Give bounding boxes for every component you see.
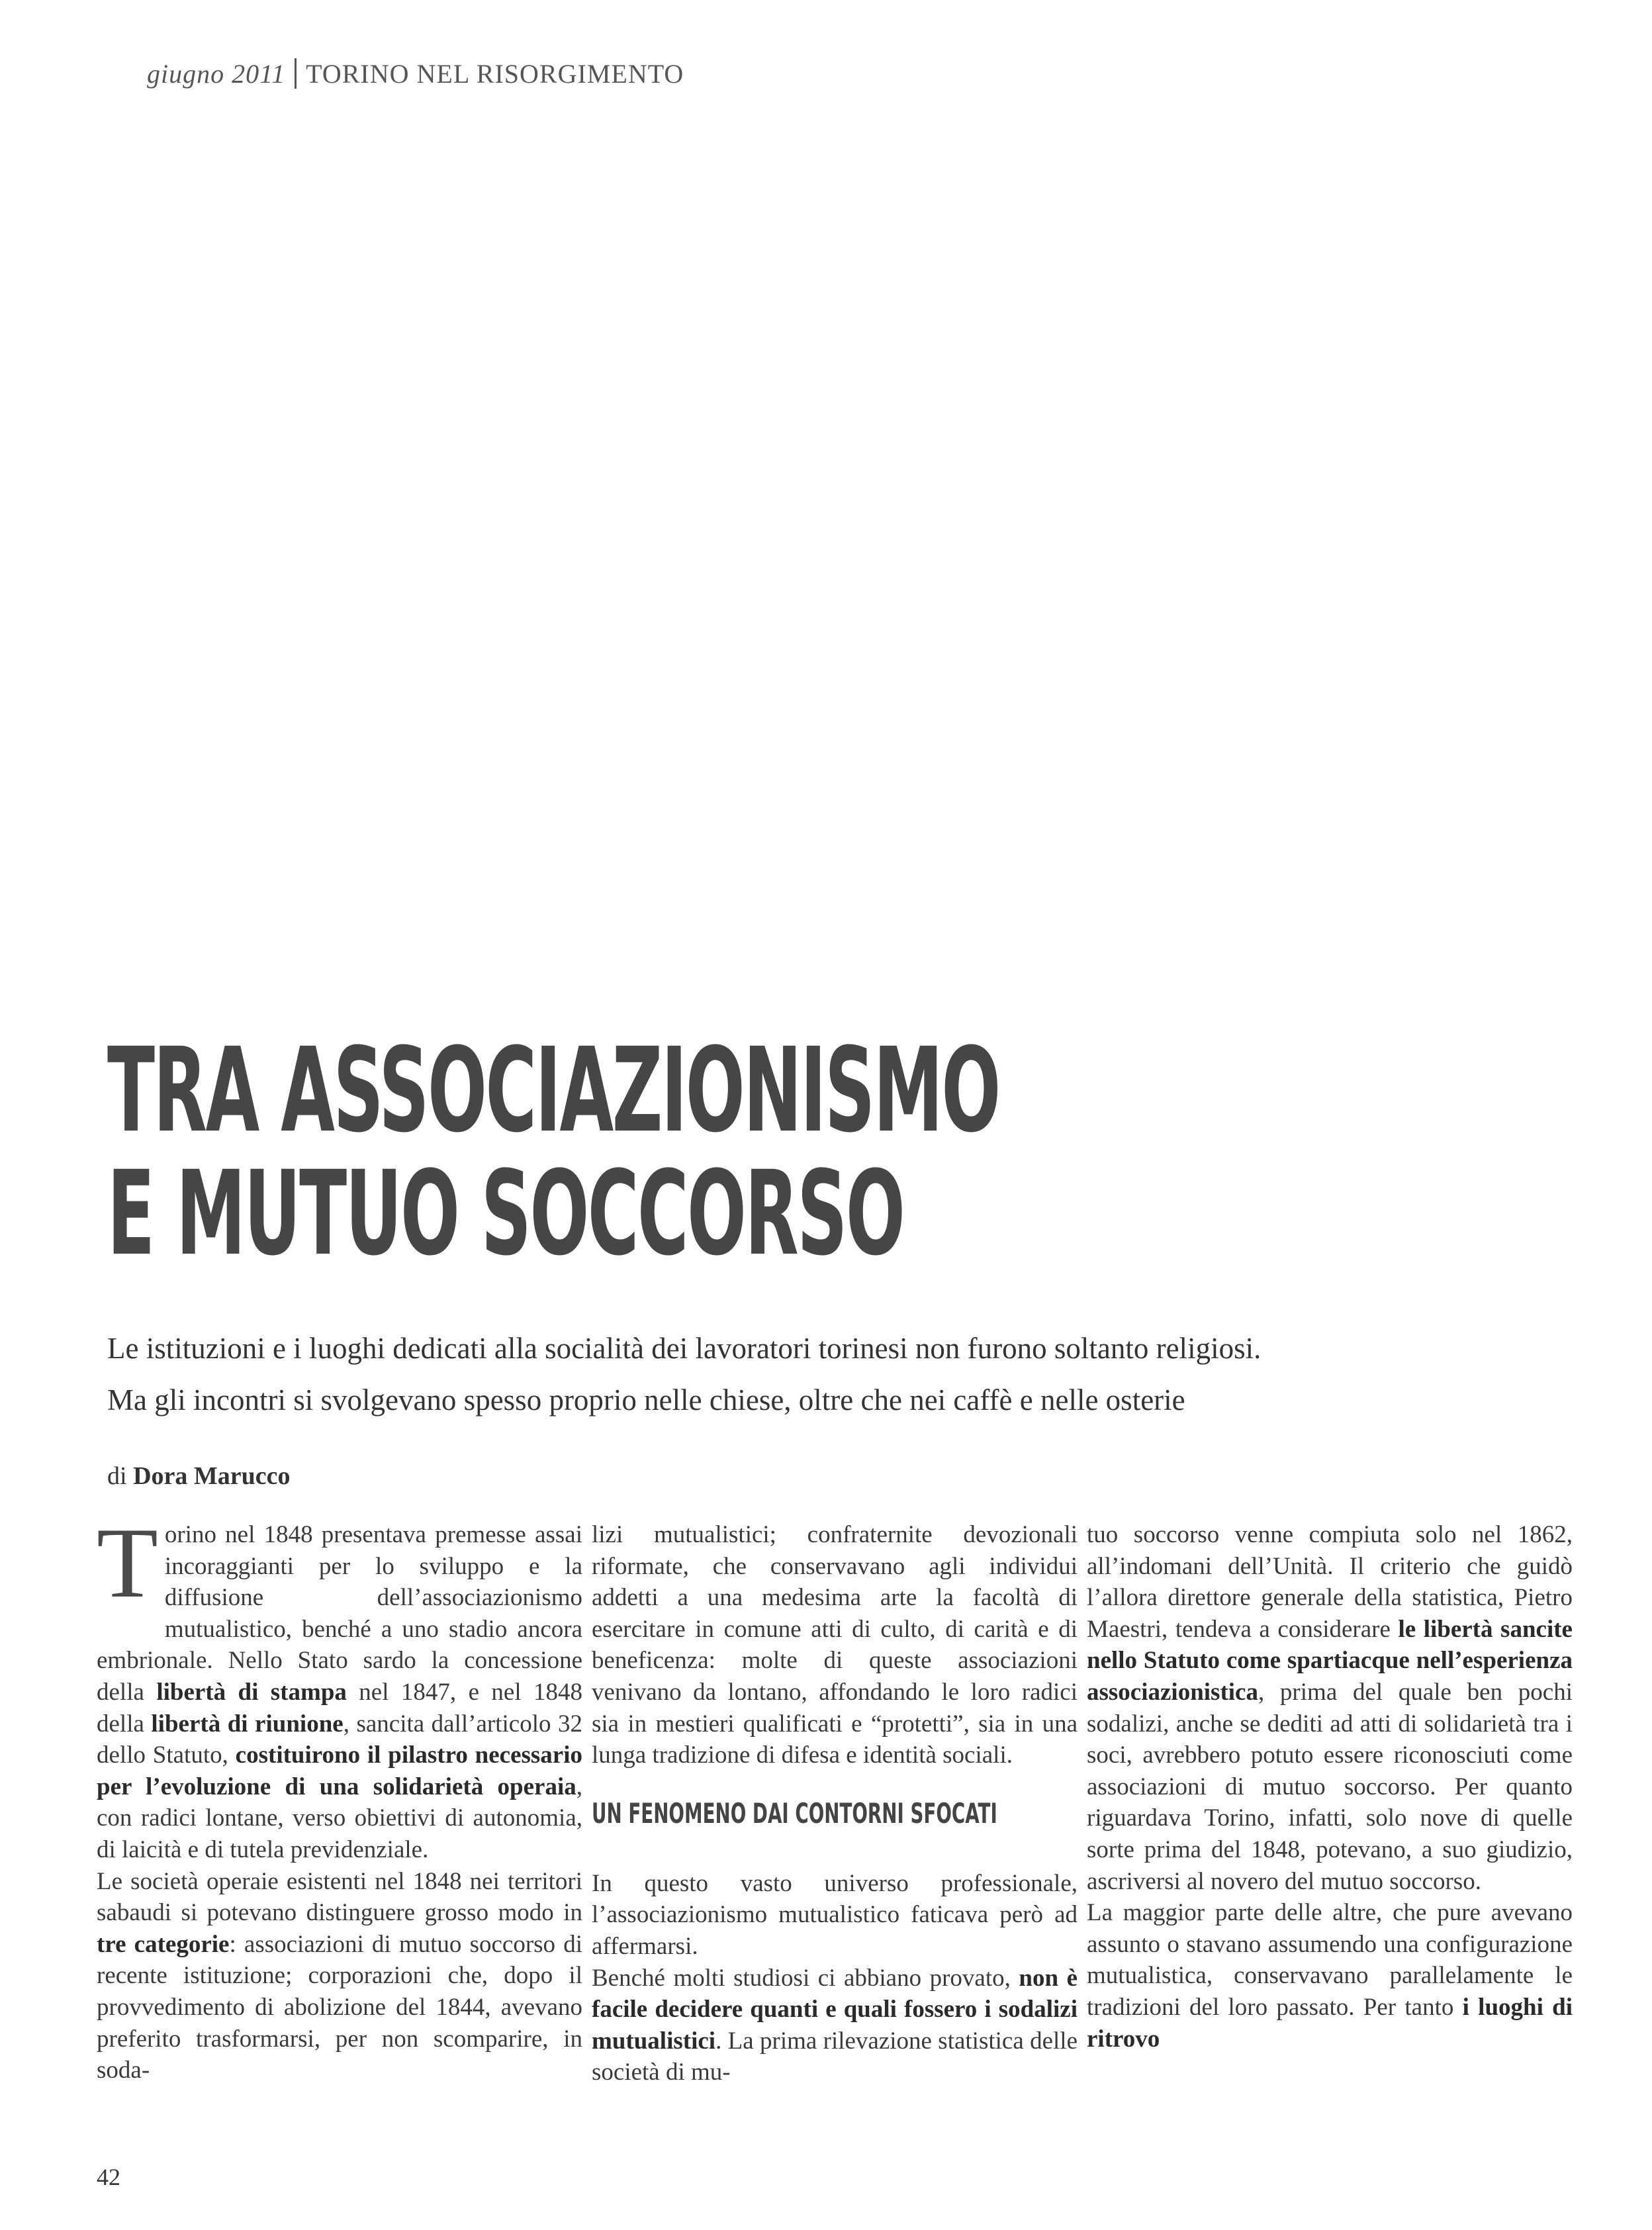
emphasis: tre categorie bbox=[97, 1930, 230, 1958]
body-column-3 bbox=[1087, 1519, 1573, 2055]
text-run: , sancita dall’articolo 32 dello Statuto, bbox=[97, 1710, 582, 1769]
header-divider bbox=[295, 58, 297, 89]
paragraph bbox=[1087, 1519, 1573, 1897]
page-number: 42 bbox=[97, 2164, 120, 2190]
body-column-1 bbox=[97, 1507, 583, 2086]
running-head bbox=[147, 58, 684, 89]
emphasis: libertà di stampa bbox=[156, 1678, 347, 1706]
text-run: tuo soccorso venne compiuta solo nel 1862, all’indomani dell’Unità. Il criterio che guidò l’allora direttore generale della statistica, Pietro Maestri, tendeva a considerare bbox=[1087, 1521, 1573, 1643]
text-run: nel 1847, e nel 1848 della bbox=[97, 1678, 583, 1738]
emphasis: libertà di riunione bbox=[151, 1710, 344, 1738]
text-run: . La prima rilevazione statistica delle società di mu- bbox=[592, 2027, 1078, 2086]
text-run: Le società operaie esistenti nel 1848 nei territori sabaudi si potevano distinguere grosso modo in bbox=[97, 1867, 582, 1927]
byline-prefix: di bbox=[107, 1462, 127, 1490]
paragraph bbox=[97, 1866, 582, 2086]
text-run: : associazioni di mutuo soccorso di recente istituzione; corporazioni che, dopo il provvedimento di abolizione del 1844, avevano preferito trasformarsi, per non scomparire, in soda- bbox=[97, 1930, 582, 2084]
emphasis: non è facile decidere quanti e quali fossero i sodalizi mutualistici bbox=[592, 1964, 1078, 2055]
issue-date: giugno 2011 bbox=[147, 59, 286, 89]
emphasis: le libertà sancite nello Statuto come spartiacque nell’esperienza associazionistica bbox=[1087, 1615, 1573, 1706]
article-title bbox=[107, 1023, 999, 1281]
article-subtitle bbox=[107, 1323, 1563, 1426]
paragraph: In questo vasto universo professionale, l’associazionismo mutualistico faticava però ad affermarsi. bbox=[592, 1869, 1078, 1960]
subtitle-line-2: Ma gli incontri si svolgevano spesso proprio nelle chiese, oltre che nei caffè e nelle osterie bbox=[107, 1383, 1185, 1417]
author-name: Dora Marucco bbox=[133, 1462, 291, 1490]
emphasis: costituirono il pilastro necessario per l’evoluzione di una solidarietà operaia bbox=[97, 1742, 583, 1800]
emphasis: i luoghi di ritrovo bbox=[1087, 1993, 1573, 2053]
paragraph bbox=[97, 1507, 583, 1866]
paragraph bbox=[592, 1963, 1078, 2088]
paragraph: lizi mutualistici; confraternite devozionali riformate, che conservavano agli individui addetti a una medesima arte la facoltà di esercitare in comune atti di culto, di carità e di beneficenza: molte di queste associazioni venivano da lontano, affondando le loro radici sia in mestieri qualificati e “protetti”, sia in una lunga tradizione di difesa e identità sociali. bbox=[592, 1521, 1078, 1769]
body-column-2 bbox=[592, 1519, 1078, 2088]
title-line-2: E MUTUO SOCCORSO bbox=[107, 1146, 904, 1281]
text-run: La maggior parte delle altre, che pure avevano assunto o stavano assumendo una configurazione mutualistica, conservavano parallelamente le tradizioni del loro passato. Per tanto bbox=[1087, 1899, 1573, 2021]
byline bbox=[107, 1462, 290, 1491]
text-run: , prima del quale ben pochi sodalizi, anche se dediti ad atti di solidarietà tra i soci, avrebbero potuto essere riconosciuti come associazioni di mutuo soccorso. Per quanto riguardava Torino, infatti, solo nove di quelle sorte prima del 1848, potevano, a suo giudizio, ascriversi al novero del mutuo soccorso. bbox=[1087, 1678, 1573, 1895]
text-run: orino nel 1848 presentava premesse assai incoraggianti per lo sviluppo e la diffusione dell’associazionismo mutualistico, benché a uno stadio ancora embrionale. Nello Stato sardo la concessione della bbox=[97, 1521, 582, 1706]
subtitle-line-1: Le istituzioni e i luoghi dedicati alla socialità dei lavoratori torinesi non furono soltanto religiosi. bbox=[107, 1332, 1262, 1365]
drop-cap: T bbox=[97, 1507, 158, 1618]
text-run: , con radici lontane, verso obiettivi di autonomia, di laicità e di tutela previdenziale. bbox=[97, 1773, 582, 1863]
text-run: Benché molti studiosi ci abbiano provato, bbox=[592, 1964, 1019, 1992]
title-line-1: TRA ASSOCIAZIONISMO bbox=[107, 1023, 999, 1158]
section-name: TORINO NEL RISORGIMENTO bbox=[306, 59, 684, 89]
paragraph bbox=[1087, 1897, 1573, 2055]
section-heading: UN FENOMENO DAI CONTORNI SFOCATI bbox=[592, 1796, 997, 1830]
